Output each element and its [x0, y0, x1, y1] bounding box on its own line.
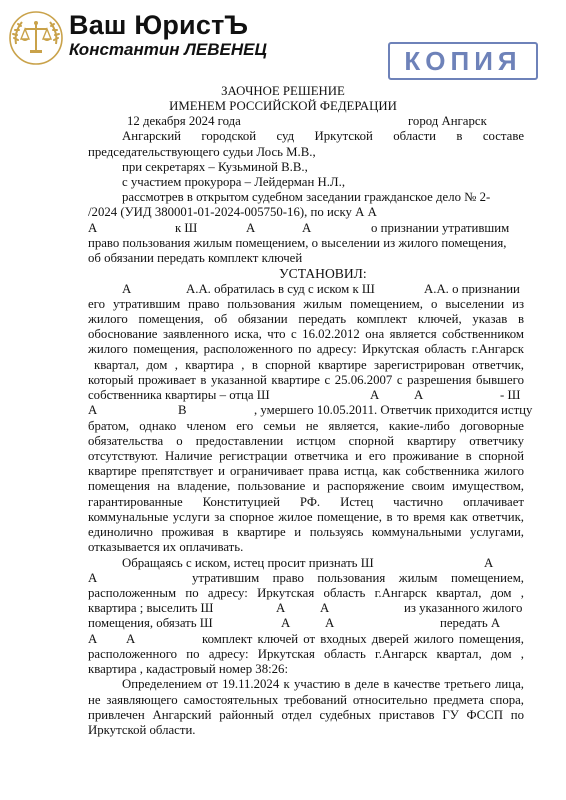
paragraph-line: квартира , кадастровый номер 38:26:	[88, 662, 289, 676]
paragraph-line: расположенного по адресу: Иркутская область г.Ангарск квартал, дом ,	[88, 647, 524, 661]
copy-stamp: КОПИЯ	[388, 42, 538, 80]
paragraph-line: жилого помещения, об обязании передать комплект ключей, указав в	[88, 312, 524, 326]
paragraph-fragment: Обращаясь с иском, истец просит признать Ш	[122, 556, 374, 570]
redacted-initial: А	[325, 616, 335, 630]
paragraph-line: квартал, дом , квартира , в спорной квартире зарегистрирован ответчик,	[94, 358, 524, 372]
paragraph-line: квартире препятствует и ограничивает права истца, как собственника жилого	[88, 464, 524, 478]
paragraph-fragment: утратившим право пользования жилым помещением,	[192, 571, 524, 585]
brand-subtitle: Константин ЛЕВЕНЕЦ	[69, 40, 267, 59]
paragraph-line: председательствующего судьи Лось М.В.,	[88, 145, 316, 159]
redacted-initial: А	[246, 221, 256, 235]
decision-date: 12 декабря 2024 года	[127, 114, 241, 128]
redacted-initial: А	[276, 601, 286, 615]
paragraph-line: рассмотрев в открытом судебном заседании гражданское дело № 2-	[122, 190, 491, 204]
decision-title: ЗАОЧНОЕ РЕШЕНИЕ	[221, 84, 345, 98]
brand-name: Ваш ЮристЪ	[69, 10, 249, 40]
paragraph-line: жилого помещения, расположенного по адресу: Иркутская область г.Ангарск	[88, 342, 524, 356]
paragraph-line: привлечен Ангарский районный отдел судебных приставов ГУ ФССП по	[88, 708, 524, 722]
paragraph-line: с участием прокурора – Лейдерман Н.Л.,	[122, 175, 346, 189]
scales-of-justice-icon	[8, 10, 64, 66]
paragraph-fragment: передать А	[440, 616, 501, 630]
redacted-initial: А	[88, 403, 98, 417]
paragraph-line: при секретарях – Кузьминой В.В.,	[122, 160, 308, 174]
paragraph-fragment: собственника квартиры – отца Ш	[88, 388, 270, 402]
redacted-initial: А	[302, 221, 312, 235]
paragraph-fragment: о признании утратившим	[371, 221, 510, 235]
redacted-initial: А	[122, 282, 132, 296]
section-heading: УСТАНОВИЛ:	[279, 266, 367, 281]
redacted-initial: А	[370, 388, 380, 402]
redacted-initial: А	[281, 616, 291, 630]
paragraph-line: Ангарский городской суд Иркутской области в составе	[122, 129, 524, 143]
paragraph-fragment: из указанного жилого	[404, 601, 523, 615]
redacted-initial: А	[126, 632, 136, 646]
paragraph-line: отсутствуют. Наличие регистрации ответчика и его проживание в спорной	[88, 449, 524, 463]
paragraph-line: обязательства о предоставлении истцом спорной квартиру ответчику	[88, 434, 524, 448]
redacted-initial: А	[88, 221, 98, 235]
redacted-initial: А	[320, 601, 330, 615]
paragraph-line: отказывается их оплачивать.	[88, 540, 244, 554]
redacted-initial: А	[484, 556, 494, 570]
paragraph-fragment: квартира ; выселить Ш	[88, 601, 214, 615]
decision-subtitle: ИМЕНЕМ РОССИЙСКОЙ ФЕДЕРАЦИИ	[169, 99, 397, 113]
site-header	[0, 0, 566, 76]
paragraph-line: об обязании передать комплект ключей	[88, 251, 303, 265]
paragraph-line: расположенным по адресу: Иркутская область г.Ангарск квартал, дом ,	[88, 586, 524, 600]
paragraph-line: гарантированные Конституцией РФ. Истец частично оплачивает	[88, 495, 524, 509]
paragraph-fragment: А.А. обратилась в суд с иском к Ш	[186, 282, 375, 296]
paragraph-fragment: - Ш	[500, 388, 521, 402]
paragraph-fragment: , умершего 10.05.2011. Ответчик приходится истцу	[254, 403, 533, 417]
paragraph-fragment: помещения, обязать Ш	[88, 616, 213, 630]
paragraph-fragment: к Ш	[175, 221, 198, 235]
paragraph-line: /2024 (УИД 380001-01-2024-005750-16), по иску А А	[88, 205, 377, 219]
paragraph-line: помещения на владение, пользование и распоряжение своим имуществом,	[88, 479, 524, 493]
paragraph-line: не заявляющего самостоятельных требований относительно предмета спора,	[88, 693, 524, 707]
redacted-initial: В	[178, 403, 187, 417]
paragraph-line: который проживает в указанной квартире с 25.06.2007 с разрешения бывшего	[88, 373, 524, 387]
paragraph-line: обоснование заявленного иска, что с 16.02.2012 она является собственником	[88, 327, 524, 341]
redacted-initial: А	[88, 571, 98, 585]
paragraph-line: единолично проживая в квартире и пользуясь коммунальными услугами,	[88, 525, 524, 539]
paragraph-line: право пользования жилым помещением, о выселении из жилого помещения,	[88, 236, 507, 250]
redacted-initial: А	[414, 388, 424, 402]
paragraph-line: братом, однако членом его семьи не является, какие-либо договорные	[88, 419, 524, 433]
paragraph-line: Определением от 19.11.2024 к участию в деле в качестве третьего лица,	[122, 677, 524, 691]
paragraph-fragment: А.А. о признании	[424, 282, 520, 296]
redacted-initial: А	[88, 632, 98, 646]
paragraph-line: его утратившим право пользования жилым помещением, о выселении из	[88, 297, 524, 311]
paragraph-line: Иркутской области.	[88, 723, 196, 737]
paragraph-line: коммунальные услуги за спорное жилое помещение, в то время как ответчик,	[88, 510, 524, 524]
decision-city: город Ангарск	[408, 114, 487, 128]
paragraph-fragment: комплект ключей от входных дверей жилого помещения,	[202, 632, 524, 646]
